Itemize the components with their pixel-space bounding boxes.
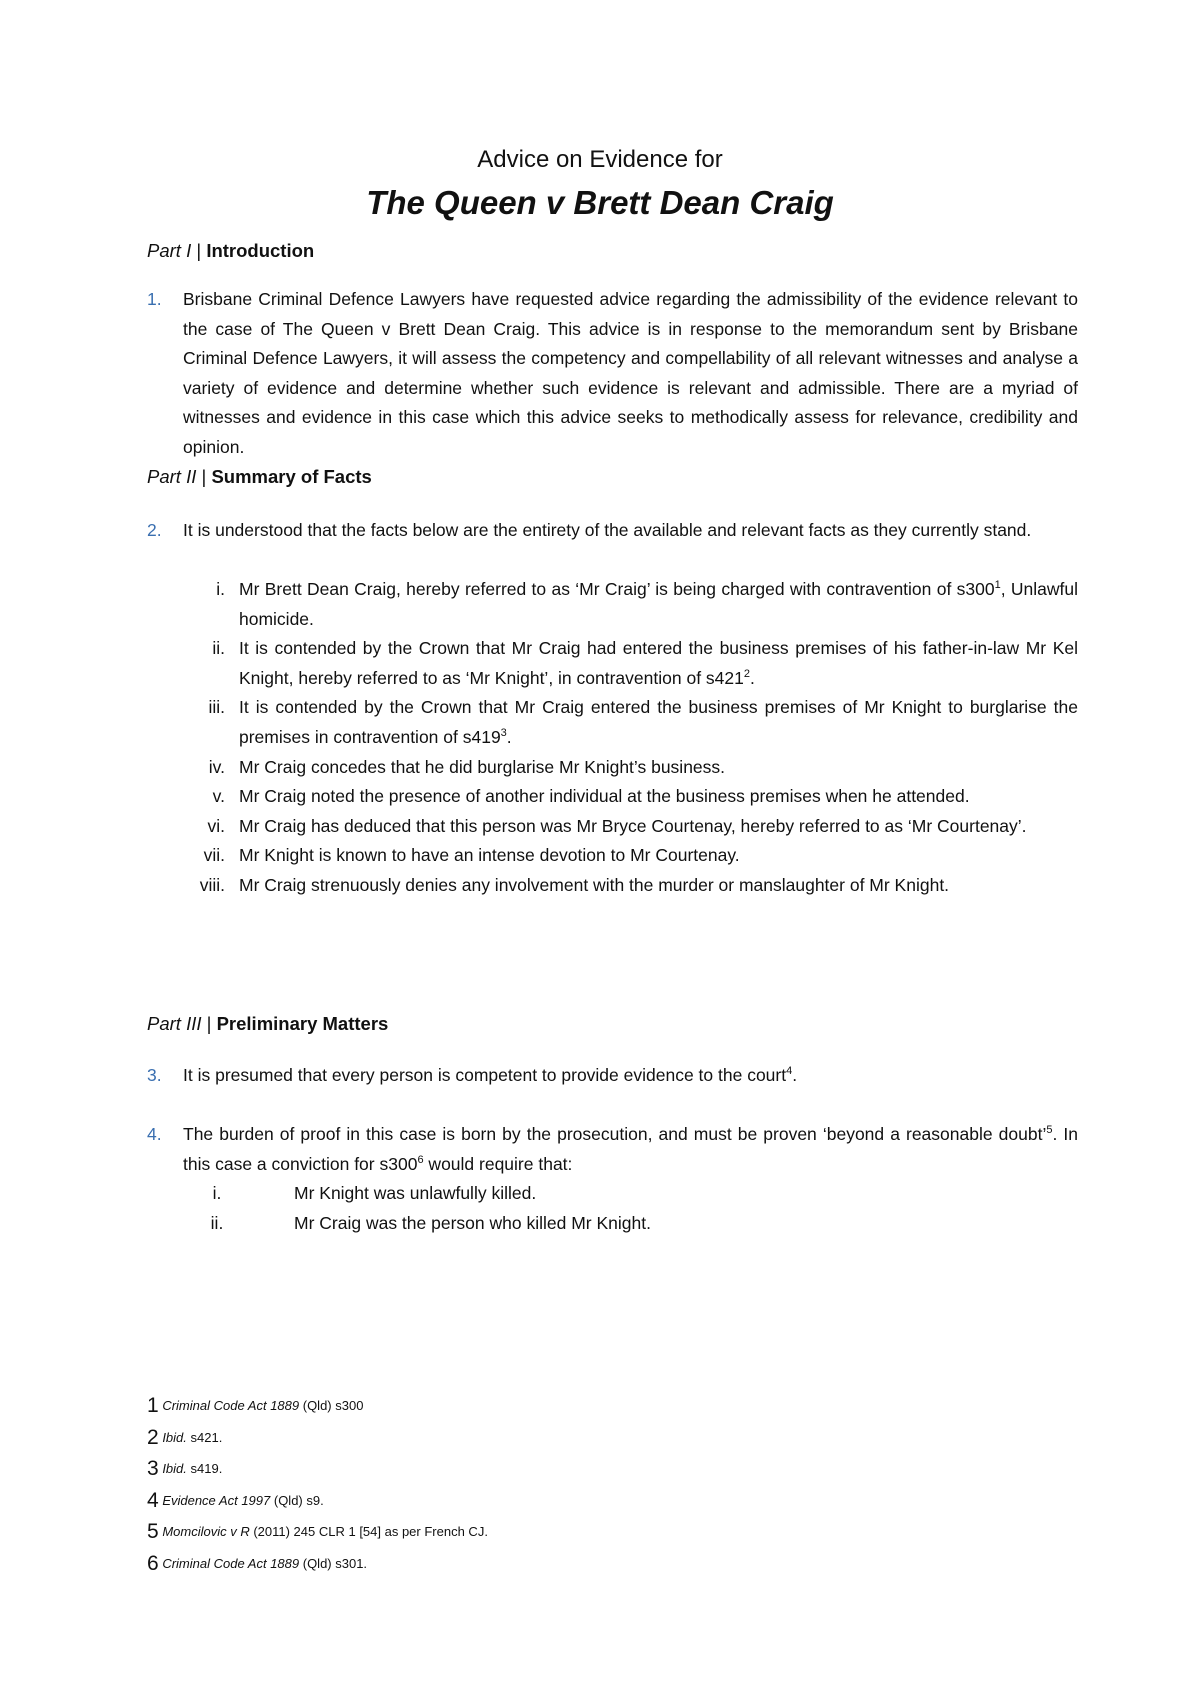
facts-list (147, 575, 1078, 901)
item-text: Mr Brett Dean Craig, hereby referred to as ‘Mr Craig’ is being charged with contravention of $s300^1$, Unlawful homicide. (239, 579, 1078, 629)
paragraph-4 (147, 1120, 1078, 1179)
part1-heading (147, 240, 314, 262)
footnote-number: 1 (147, 1394, 159, 1417)
list-item (147, 1179, 1078, 1209)
list-item (147, 871, 1078, 901)
item-numeral: iv. (208, 756, 225, 777)
footnote-number: 5 (147, 1520, 159, 1543)
paragraph-number: 2. (147, 520, 162, 540)
footnote: 2 Ibid. s421. (147, 1425, 223, 1449)
part1-title: Introduction (206, 240, 315, 261)
part3-number: Part III (147, 1013, 202, 1034)
list-item (147, 812, 1078, 842)
list-item (147, 753, 1078, 783)
item-numeral: i. (216, 579, 225, 599)
paragraph-text: It is presumed that every person is competent to provide evidence to the court$^4$. (183, 1065, 798, 1085)
item-numeral: iii. (208, 697, 225, 718)
paragraph-number: 4. (147, 1124, 162, 1144)
item-numeral: ii. (212, 638, 225, 659)
part3-separator: | (201, 1013, 217, 1034)
item-text: Mr Knight was unlawfully killed. (294, 1183, 537, 1203)
paragraph-number: 3. (147, 1065, 162, 1085)
document-title-case-name: The Queen v Brett Dean Craig (366, 184, 834, 221)
paragraph-text: Brisbane Criminal Defence Lawyers have requested advice regarding the admissibility of the evidence relevant to the case of The Queen v Brett Dean Craig. This advice is in response to the memorandum sent by Brisbane Criminal Defence Lawyers, it will assess the competency and compellability of all relevant witnesses and analyse a variety of evidence and determine whether such evidence is relevant and admissible. There are a myriad of witnesses and evidence in this case which this advice seeks to methodically assess for relevance, credibility and opinion. (183, 289, 1078, 457)
footnote-ref: 1 (994, 579, 1001, 592)
footnote: 6 Criminal Code Act 1889 (Qld) s301. (147, 1551, 368, 1575)
item-numeral: v. (212, 786, 225, 807)
list-item (147, 841, 1078, 871)
item-text: Mr Craig noted the presence of another individual at the business premises when he attended. (239, 786, 970, 807)
footnote: 5 Momcilovic v R (2011) 245 CLR 1 [54] as per French CJ. (147, 1520, 488, 1543)
footnote-ref: 2 (743, 667, 750, 680)
footnote-ref: 5 (1046, 1124, 1053, 1137)
conviction-requirements-list (147, 1179, 1078, 1238)
item-numeral: i. (212, 1183, 222, 1203)
list-item (147, 1209, 1078, 1239)
part2-title: Summary of Facts (211, 466, 372, 487)
part2-separator: | (196, 466, 212, 487)
item-text: Mr Craig was the person who killed Mr Knight. (294, 1212, 651, 1233)
part3-heading (147, 1013, 388, 1035)
footnote-ref: 3 (500, 727, 507, 740)
footnote: 3 Ibid. s419. (147, 1457, 223, 1480)
footnote-ref: 6 (417, 1153, 424, 1166)
footnote: 4 Evidence Act 1997 (Qld) s9. (147, 1488, 324, 1512)
footnotes (147, 1393, 488, 1582)
item-text: Mr Craig concedes that he did burglarise Mr Knight’s business. (239, 756, 726, 777)
part1-separator: | (191, 240, 207, 261)
item-numeral: viii. (199, 874, 225, 895)
item-text: Mr Knight is known to have an intense devotion to Mr Courtenay. (239, 845, 740, 866)
item-text: It is contended by the Crown that Mr Craig entered the business premises of Mr Knight to burglarise the premises in contravention of $s419^3$. (239, 697, 1078, 747)
item-numeral: vi. (207, 815, 225, 836)
item-numeral: vii. (203, 845, 225, 866)
footnote-number: 3 (147, 1457, 159, 1480)
item-text: Mr Craig strenuously denies any involvement with the murder or manslaughter of Mr Knight. (239, 874, 950, 895)
part2-number: Part II (147, 466, 197, 487)
paragraph-3 (147, 1061, 1078, 1091)
item-text: It is contended by the Crown that Mr Craig had entered the business premises of his father-in-law Mr Kel Knight, hereby referred to as ‘Mr Knight’, in contravention of $s421^2$. (239, 638, 1078, 688)
document-title-line1: Advice on Evidence for (477, 146, 723, 173)
footnote-number: 6 (147, 1551, 159, 1575)
paragraph-2 (147, 516, 1078, 546)
item-text: Mr Craig has deduced that this person was Mr Bryce Courtenay, hereby referred to as ‘Mr Courtenay’. (239, 815, 1027, 836)
part2-heading (147, 466, 372, 488)
part1-number: Part I (147, 240, 192, 261)
footnote-number: 4 (147, 1488, 159, 1512)
footnote: 1 Criminal Code Act 1889 (Qld) s300 (147, 1394, 364, 1417)
part3-title: Preliminary Matters (216, 1013, 389, 1034)
footnote-ref: 4 (786, 1065, 793, 1078)
paragraph-text: It is understood that the facts below are the entirety of the available and relevant facts as they currently stand. (183, 520, 1032, 540)
item-numeral: ii. (210, 1212, 224, 1233)
paragraph-number: 1. (147, 289, 162, 309)
paragraph-1 (147, 285, 1078, 463)
paragraph-text: The burden of proof in this case is born by the prosecution, and must be proven ‘beyond a reasonable doubt’$^5$. In this case a conviction for $s300^6$ would require that: (183, 1124, 1078, 1174)
footnote-number: 2 (147, 1425, 159, 1449)
list-item (147, 693, 1078, 752)
list-item (147, 575, 1078, 634)
list-item (147, 782, 1078, 812)
list-item (147, 634, 1078, 693)
